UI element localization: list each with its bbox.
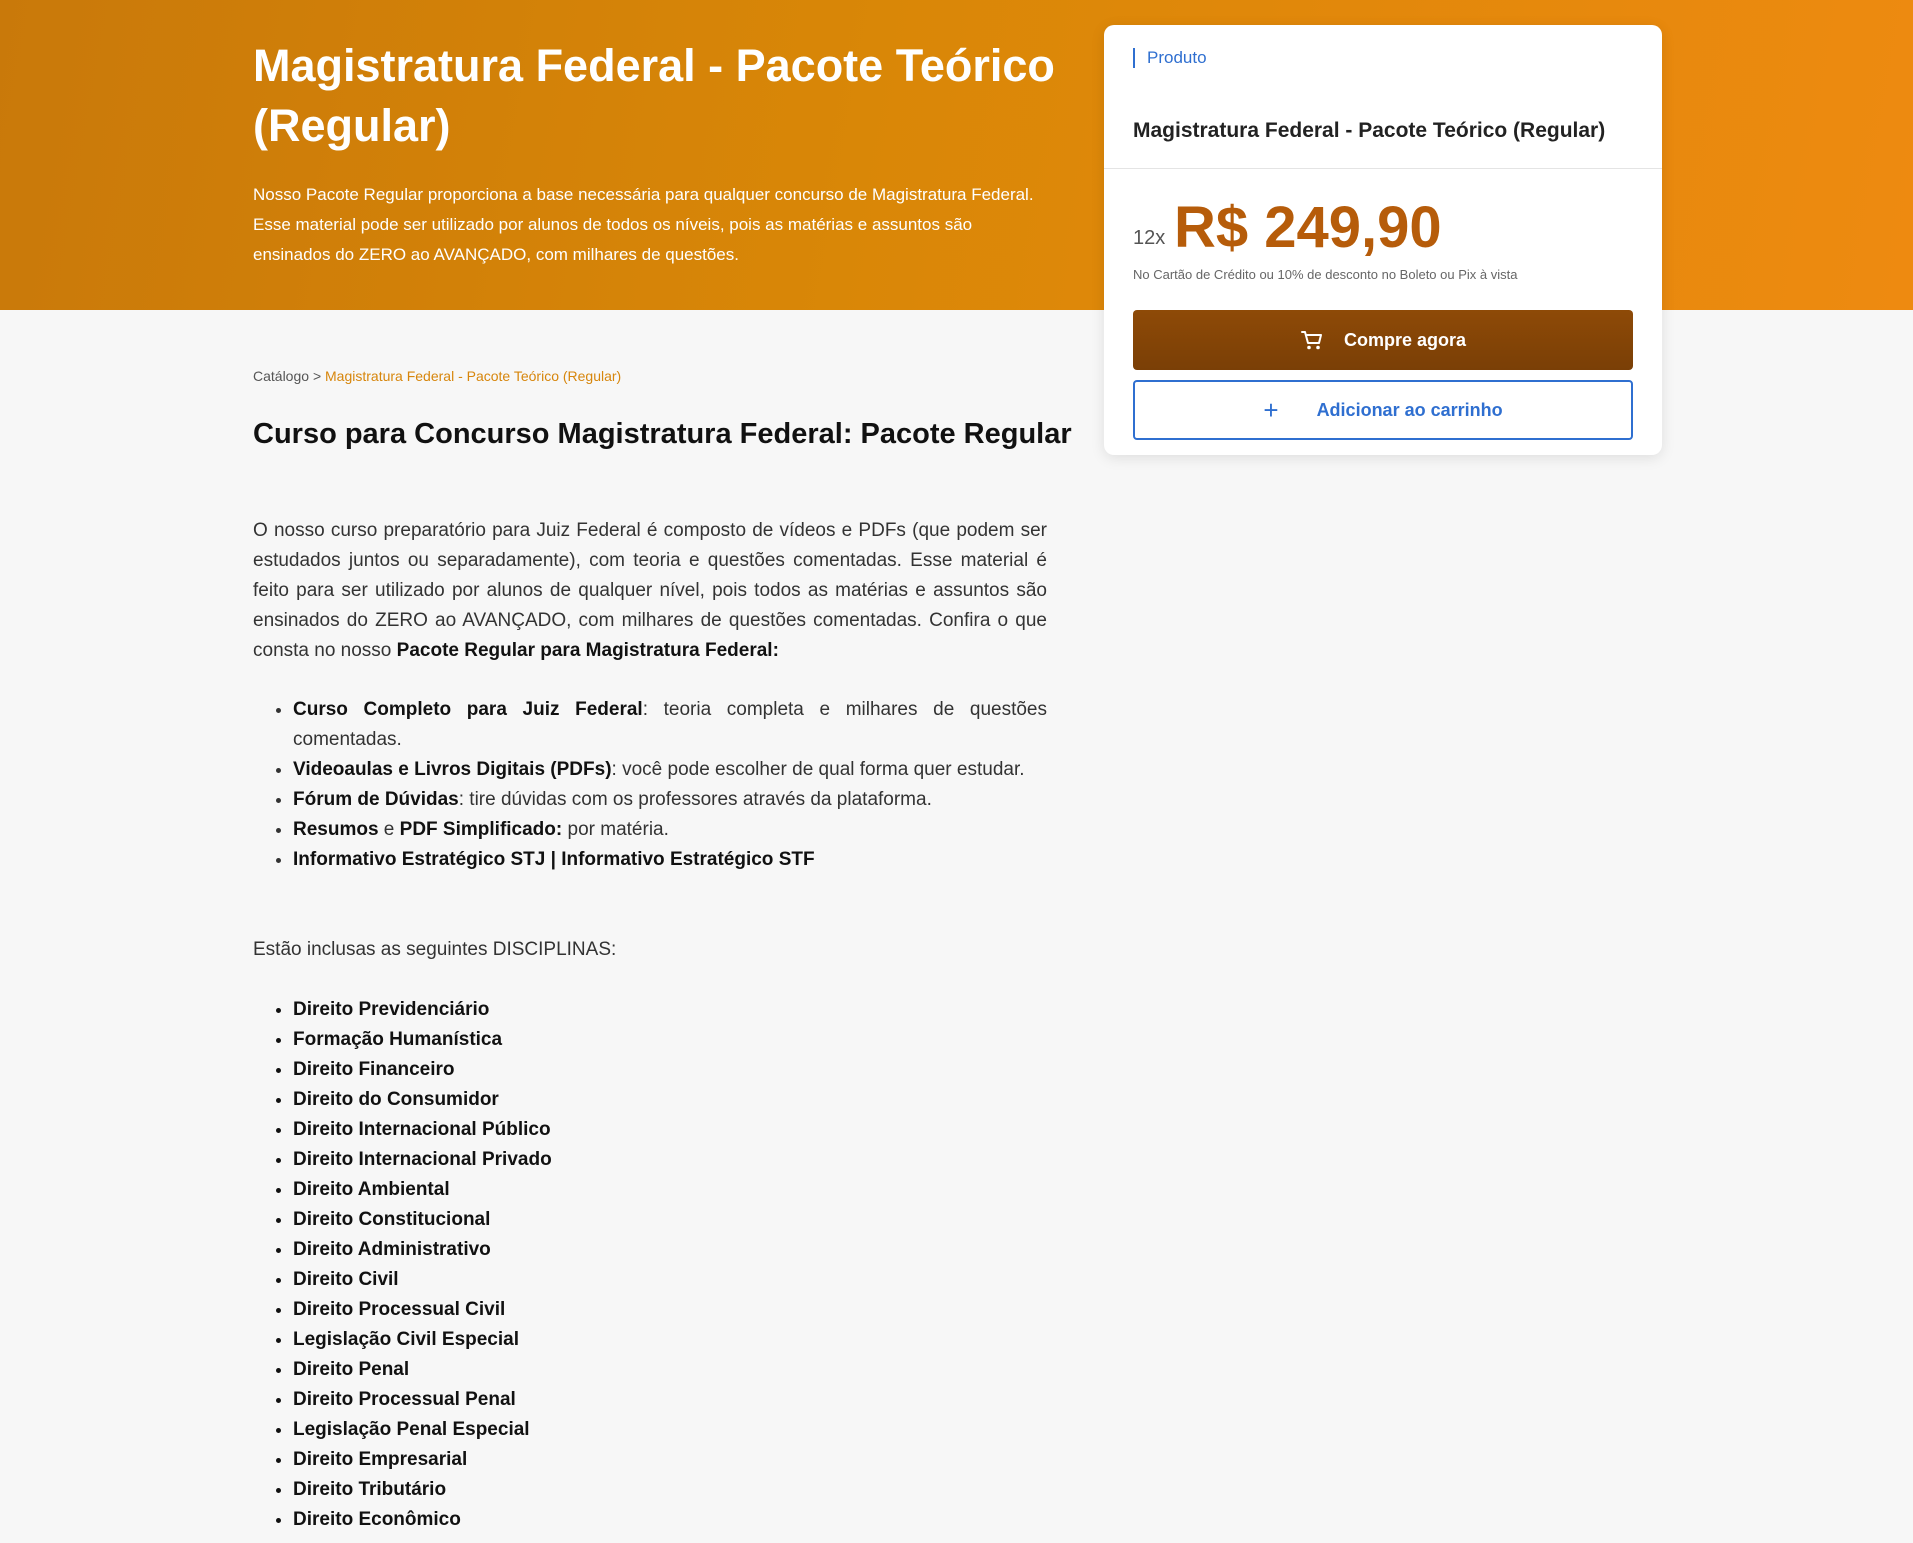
discipline-item: • Direito Internacional Privado — [293, 1145, 552, 1175]
discipline-item: • Direito Previdenciário — [293, 995, 552, 1025]
breadcrumb-separator: > — [312, 368, 322, 384]
buy-now-label: Compre agora — [1343, 329, 1467, 350]
breadcrumb-current[interactable]: Magistratura Federal - Pacote Teórico (Regular) — [325, 368, 622, 384]
card-divider — [1104, 168, 1662, 169]
feature-connector: e — [378, 819, 400, 840]
feature-title: PDF Simplificado: — [399, 819, 563, 840]
feature-item — [293, 845, 1047, 875]
discipline-item: • Direito Civil — [293, 1265, 552, 1295]
disciplines-intro: Estão inclusas as seguintes DISCIPLINAS: — [253, 939, 617, 960]
plus-icon: + — [1263, 395, 1279, 425]
discipline-item: • Direito Penal — [293, 1355, 552, 1385]
add-to-cart-label: Adicionar ao carrinho — [1316, 399, 1503, 420]
feature-title: Resumos — [293, 819, 379, 840]
feature-text: : você pode escolher de qual forma quer estudar. — [611, 759, 1025, 780]
installments-label: 12x — [1133, 227, 1166, 249]
cart-icon — [1300, 329, 1324, 351]
features-list — [253, 695, 1047, 875]
feature-title: Fórum de Dúvidas — [293, 789, 459, 810]
content-heading: Curso para Concurso Magistratura Federal: Pacote Regular — [253, 418, 1072, 450]
discipline-item: • Direito Processual Civil — [293, 1295, 552, 1325]
discipline-item: • Formação Humanística — [293, 1025, 552, 1055]
disciplines-list — [253, 995, 552, 1535]
discipline-item: • Direito Processual Penal — [293, 1385, 552, 1415]
discipline-item: • Legislação Penal Especial — [293, 1415, 552, 1445]
feature-text: : tire dúvidas com os professores através da plataforma. — [458, 789, 932, 810]
breadcrumb-root[interactable]: Catálogo — [253, 368, 310, 384]
breadcrumb — [253, 368, 621, 384]
product-title: Magistratura Federal - Pacote Teórico (Regular) — [1133, 119, 1606, 142]
feature-title: Curso Completo para Juiz Federal — [293, 699, 643, 720]
feature-title: Informativo Estratégico STJ | Informativo Estratégico STF — [293, 849, 815, 870]
add-to-cart-button[interactable] — [1133, 380, 1633, 440]
discipline-item: • Direito Financeiro — [293, 1055, 552, 1085]
product-price: R$ 249,90 — [1174, 195, 1442, 260]
intro-paragraph — [253, 516, 1047, 666]
buy-now-button[interactable] — [1133, 310, 1633, 370]
product-card — [1104, 25, 1662, 455]
hero-description: Nosso Pacote Regular proporciona a base necessária para qualquer concurso de Magistratura Federal. Esse material pode ser utilizado por alunos de todos os níveis, pois as matérias e assuntos são ensinados do ZERO ao AVANÇADO, com milhares de questões. — [253, 185, 1034, 264]
discipline-item: • Direito Ambiental — [293, 1175, 552, 1205]
feature-title: Videoaulas e Livros Digitais (PDFs) — [293, 759, 612, 780]
intro-bold: Pacote Regular para Magistratura Federal: — [396, 640, 779, 661]
feature-item — [293, 695, 1047, 755]
discipline-item: • Legislação Civil Especial — [293, 1325, 552, 1355]
discipline-item: • Direito do Consumidor — [293, 1085, 552, 1115]
feature-text: : teoria completa e milhares de questões comentadas. — [293, 699, 1047, 750]
discipline-item: • Direito Internacional Público — [293, 1115, 552, 1145]
discipline-item: • Direito Tributário — [293, 1475, 552, 1505]
feature-text: por matéria. — [562, 819, 669, 840]
feature-item — [293, 755, 1047, 785]
discipline-item: • Direito Constitucional — [293, 1205, 552, 1235]
discipline-item: • Direito Administrativo — [293, 1235, 552, 1265]
page-title: Magistratura Federal - Pacote Teórico (Regular) — [253, 40, 1055, 151]
payment-note: No Cartão de Crédito ou 10% de desconto no Boleto ou Pix à vista — [1133, 267, 1518, 282]
feature-item — [293, 815, 1047, 845]
discipline-item: • Direito Econômico — [293, 1505, 552, 1535]
intro-text: O nosso curso preparatório para Juiz Federal é composto de vídeos e PDFs (que podem ser estudados juntos ou separadamente), com teoria e questões comentadas. Esse material é feito para ser utilizado por alunos de qualquer nível, pois todos as matérias e assuntos são ensinados do ZERO ao AVANÇADO, com milhares de questões comentadas. Confira o que consta no nosso — [253, 520, 1047, 661]
discipline-item: • Direito Empresarial — [293, 1445, 552, 1475]
feature-item — [293, 785, 1047, 815]
product-tag: Produto — [1133, 48, 1207, 68]
